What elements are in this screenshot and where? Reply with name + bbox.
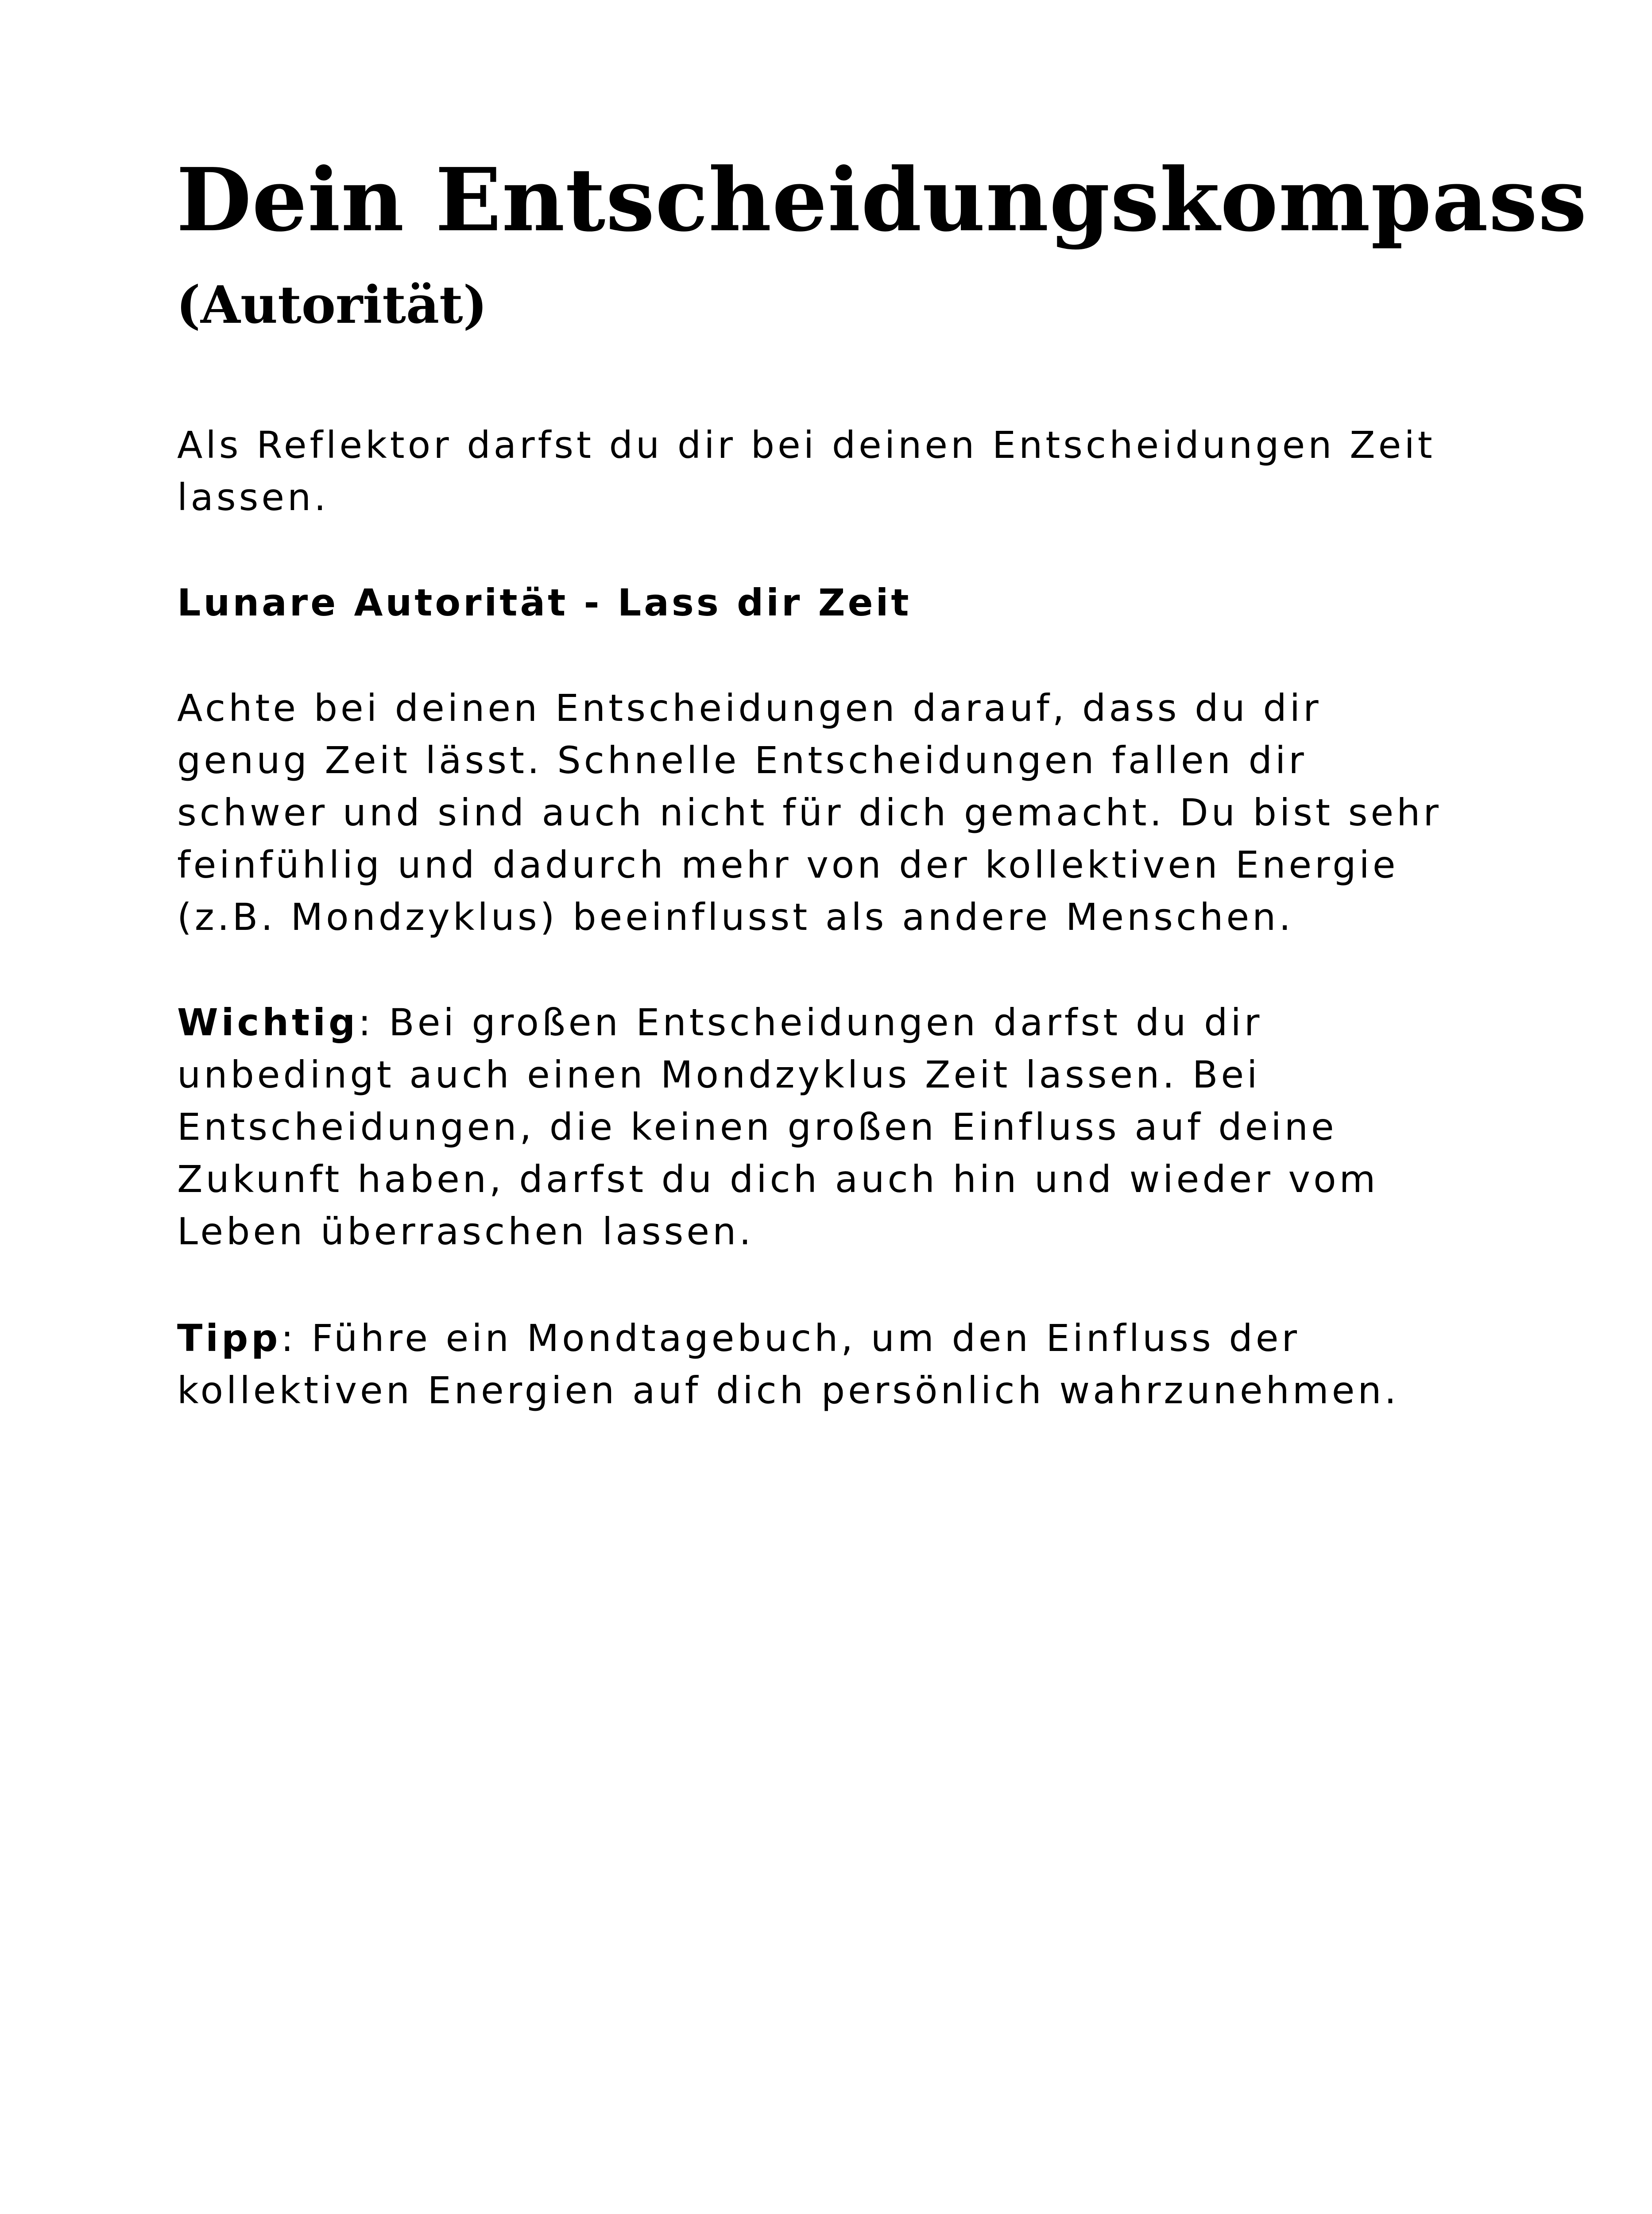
intro-paragraph [177,419,1497,523]
important-paragraph [177,996,1497,1258]
tip-label: Tipp [177,1316,281,1360]
paragraph-line: (z.B. Mondzyklus) beeinflusst als andere Menschen. [177,895,1294,939]
important-text: : Bei großen Entscheidungen darfst du dir [358,1001,1263,1044]
paragraph-line: schwer und sind auch nicht für dich gemacht. Du bist sehr [177,791,1442,834]
important-label: Wichtig [177,1001,359,1044]
intro-line: lassen. [177,476,329,519]
paragraph-line: Achte bei deinen Entscheidungen darauf, dass du dir [177,686,1322,730]
paragraph-line: Leben überraschen lassen. [177,1210,754,1253]
tip-first-line [177,1312,1497,1364]
paragraph-line: genug Zeit lässt. Schnelle Entscheidungen fallen dir [177,739,1307,782]
paragraph-line: Entscheidungen, die keinen großen Einfluss auf deine [177,1105,1337,1149]
paragraph-line: unbedingt auch einen Mondzyklus Zeit lassen. Bei [177,1053,1261,1096]
important-first-line [177,996,1497,1049]
intro-line: Als Reflektor darfst du dir bei deinen Entscheidungen Zeit [177,423,1435,467]
paragraph-line: kollektiven Energien auf dich persönlich wahrzunehmen. [177,1369,1400,1412]
paragraph-line: feinfühlig und dadurch mehr von der kollektiven Energie [177,843,1399,886]
authority-paragraph [177,682,1497,943]
page-subtitle: (Autorität) [176,275,487,335]
paragraph-line: Zukunft haben, darfst du dich auch hin und wieder vom [177,1157,1379,1201]
tip-text: : Führe ein Mondtagebuch, um den Einfluss der [281,1316,1300,1360]
tip-paragraph [177,1312,1497,1417]
section-heading: Lunare Autorität - Lass dir Zeit [177,581,912,624]
page-title: Dein Entscheidungskompass [176,149,1587,251]
